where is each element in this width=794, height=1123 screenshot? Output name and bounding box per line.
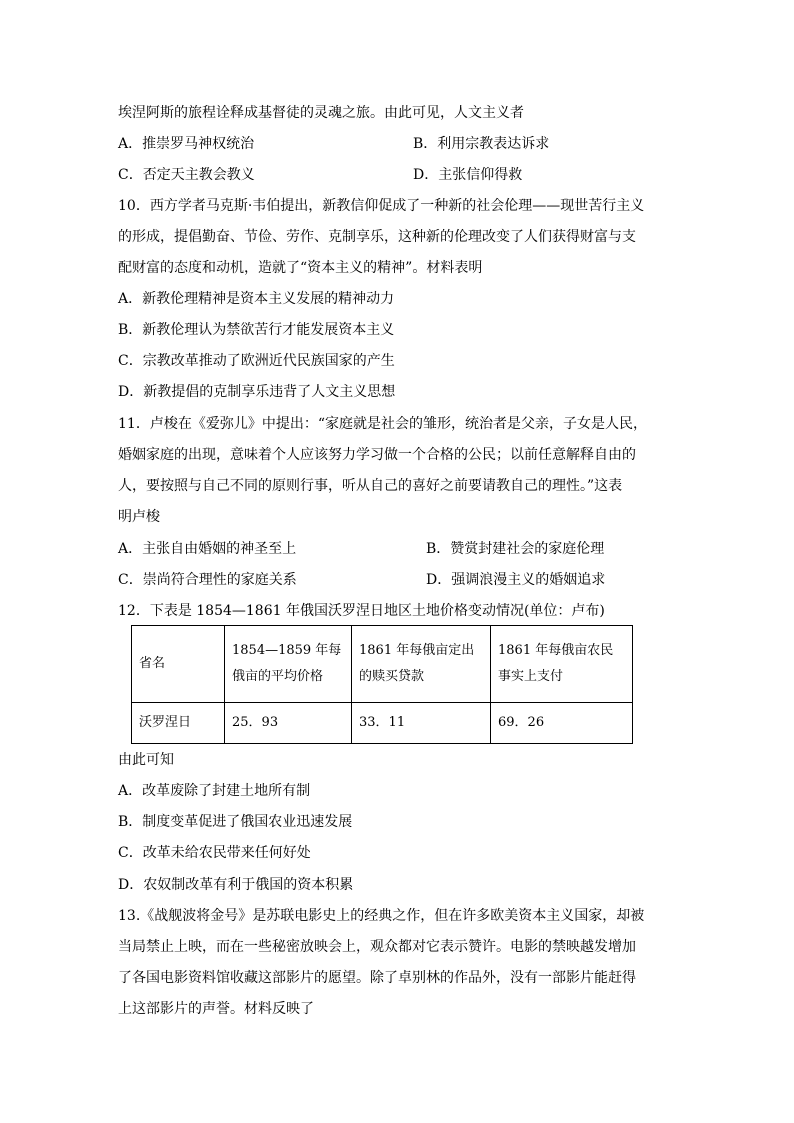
q11-option-c[interactable]: C．崇尚符合理性的家庭关系 bbox=[118, 572, 297, 588]
q13-line-4: 上这部影片的声誉。材料反映了 bbox=[118, 1001, 314, 1017]
q11-line-4: 明卢梭 bbox=[118, 509, 160, 525]
cell-actual-payment: 69．26 bbox=[491, 703, 633, 744]
q10-option-d[interactable]: D．新教提倡的克制享乐违背了人文主义思想 bbox=[118, 384, 396, 400]
table-row bbox=[132, 703, 633, 744]
q10-line-2: 的形成，提倡勤奋、节俭、劳作、克制享乐，这种新的伦理改变了人们获得财富与支 bbox=[118, 229, 636, 245]
cell-province: 沃罗涅日 bbox=[132, 703, 225, 744]
q11-line-3: 人，要按照与自己不同的原则行事，听从自己的喜好之前要请教自己的理性。”这表 bbox=[118, 478, 623, 494]
q12-option-a[interactable]: A．改革废除了封建土地所有制 bbox=[118, 783, 311, 799]
q11-line-1: 11．卢梭在《爱弥儿》中提出：“家庭就是社会的雏形，统治者是父亲，子女是人民， bbox=[118, 416, 647, 432]
cell-redemption-loan: 33．11 bbox=[352, 703, 491, 744]
q10-option-b[interactable]: B．新教伦理认为禁欲苦行才能发展资本主义 bbox=[118, 322, 395, 338]
q12-after-table: 由此可知 bbox=[118, 752, 174, 768]
table-header-row bbox=[132, 626, 633, 703]
q9-option-d[interactable]: D．主张信仰得救 bbox=[413, 167, 523, 183]
q9-option-c[interactable]: C．否定天主教会教义 bbox=[118, 167, 255, 183]
q13-line-1: 13.《战舰波将金号》是苏联电影史上的经典之作，但在许多欧美资本主义国家，却被 bbox=[118, 908, 645, 924]
header-actual-payment: 1861 年每俄亩农民 事实上支付 bbox=[491, 626, 633, 703]
cell-avg-price: 25．93 bbox=[225, 703, 352, 744]
q12-option-b[interactable]: B．制度变革促进了俄国农业迅速发展 bbox=[118, 814, 353, 830]
q9-option-a[interactable]: A．推崇罗马神权统治 bbox=[118, 136, 255, 152]
q10-line-3: 配财富的态度和动机，造就了“资本主义的精神”。材料表明 bbox=[118, 260, 483, 276]
q13-line-3: 了各国电影资料馆收藏这部影片的愿望。除了卓别林的作品外，没有一部影片能赶得 bbox=[118, 970, 636, 986]
q12-option-d[interactable]: D．农奴制改革有利于俄国的资本积累 bbox=[118, 877, 354, 893]
q9-stem-tail: 埃涅阿斯的旅程诠释成基督徒的灵魂之旅。由此可见，人文主义者 bbox=[118, 105, 524, 121]
q10-option-a[interactable]: A．新教伦理精神是资本主义发展的精神动力 bbox=[118, 291, 395, 307]
q11-option-a[interactable]: A．主张自由婚姻的神圣至上 bbox=[118, 541, 297, 557]
q9-option-b[interactable]: B．利用宗教表达诉求 bbox=[413, 136, 550, 152]
q10-line-1: 10．西方学者马克斯·韦伯提出，新教信仰促成了一种新的社会伦理——现世苦行主义 bbox=[118, 198, 645, 214]
q11-option-d[interactable]: D．强调浪漫主义的婚姻追求 bbox=[426, 572, 606, 588]
q10-option-c[interactable]: C．宗教改革推动了欧洲近代民族国家的产生 bbox=[118, 353, 395, 369]
q13-line-2: 当局禁止上映，而在一些秘密放映会上，观众都对它表示赞许。电影的禁映越发增加 bbox=[118, 939, 636, 955]
header-redemption-loan: 1861 年每俄亩定出 的赎买贷款 bbox=[352, 626, 491, 703]
q11-line-2: 婚姻家庭的出现，意味着个人应该努力学习做一个合格的公民；以前任意解释自由的 bbox=[118, 447, 636, 463]
q11-option-b[interactable]: B．赞赏封建社会的家庭伦理 bbox=[426, 541, 605, 557]
header-avg-price: 1854—1859 年每 俄亩的平均价格 bbox=[225, 626, 352, 703]
header-province: 省名 bbox=[132, 626, 225, 703]
q12-option-c[interactable]: C．改革未给农民带来任何好处 bbox=[118, 845, 311, 861]
q12-stem: 12．下表是 1854—1861 年俄国沃罗涅日地区土地价格变动情况(单位：卢布) bbox=[118, 603, 605, 619]
land-price-table bbox=[131, 625, 633, 744]
